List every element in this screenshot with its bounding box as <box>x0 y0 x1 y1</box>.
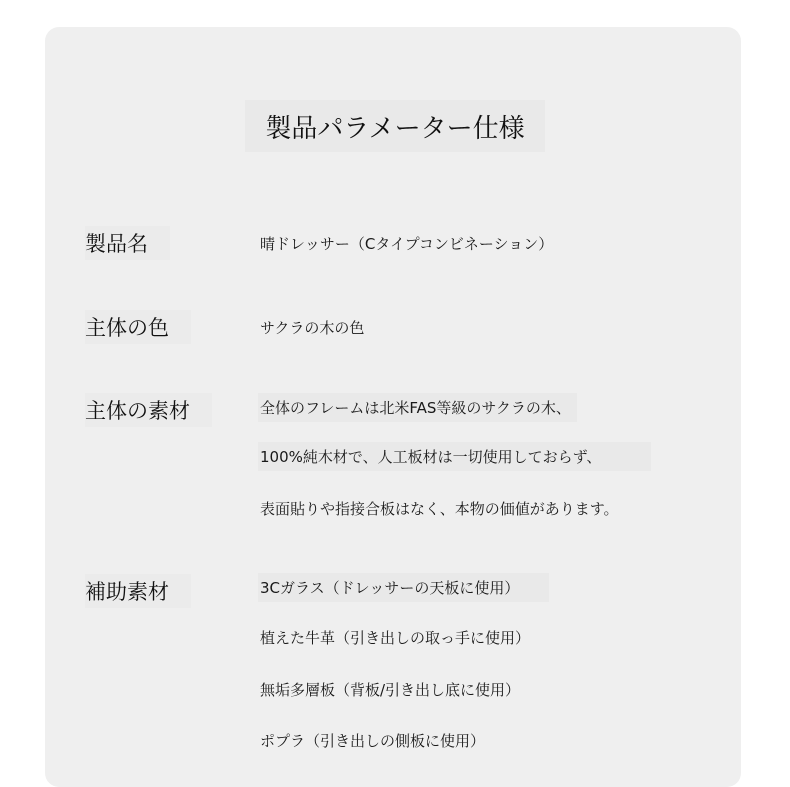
product-name-label: 製品名 <box>85 226 170 260</box>
body-color-label: 主体の色 <box>85 310 191 344</box>
product-name-value: 晴ドレッサー（Cタイプコンビネーション） <box>260 235 554 253</box>
aux-material-label: 補助素材 <box>85 574 191 608</box>
body-color-value: サクラの木の色 <box>260 319 365 337</box>
body-material-line: 全体のフレームは北米FAS等級のサクラの木、 <box>258 393 577 422</box>
aux-material-line: 3Cガラス（ドレッサーの天板に使用） <box>258 573 549 602</box>
aux-material-line: 植えた牛革（引き出しの取っ手に使用） <box>260 629 531 647</box>
aux-material-line: 無垢多層板（背板/引き出し底に使用） <box>260 681 521 699</box>
body-material-label: 主体の素材 <box>85 393 212 427</box>
body-material-line: 100%純木材で、人工板材は一切使用しておらず、 <box>258 442 651 471</box>
page-title: 製品パラメーター仕様 <box>245 100 545 152</box>
aux-material-line: ポプラ（引き出しの側板に使用） <box>260 732 486 750</box>
body-material-line: 表面貼りや指接合板はなく、本物の価値があります。 <box>260 500 619 518</box>
